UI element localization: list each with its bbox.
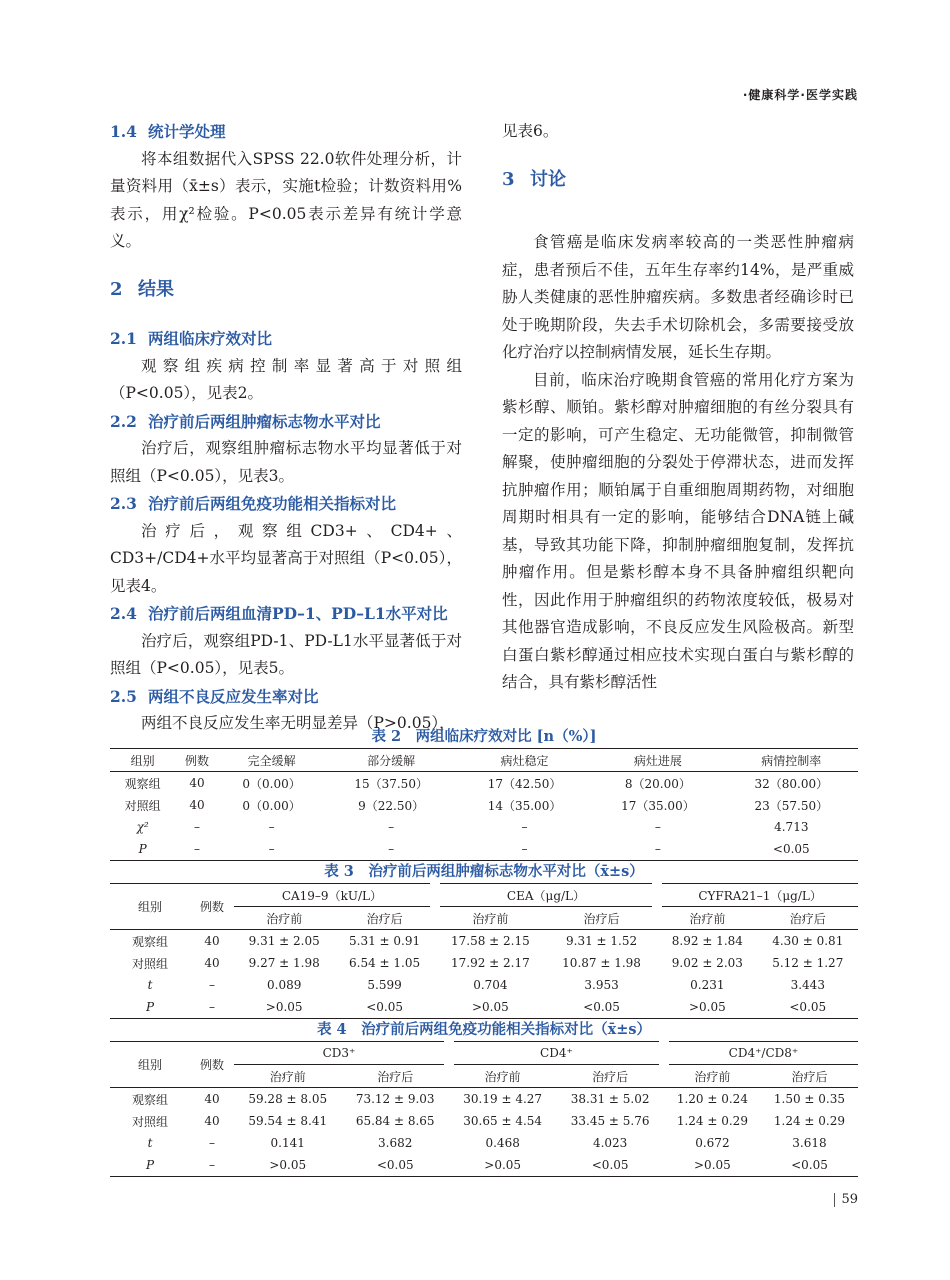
paragraph: 观察组疾病控制率显著高于对照组（P<0.05），见表2。	[110, 356, 462, 402]
table-cell: 0.468	[485, 1136, 520, 1150]
table-cell: 3.682	[378, 1136, 413, 1150]
column-header: 例数	[175, 749, 219, 772]
column-header: 例数	[190, 1042, 234, 1088]
table-cell: 9.27 ± 1.98	[248, 956, 320, 970]
table-cell: 8（20.00）	[624, 776, 691, 791]
column-header: 组别	[110, 884, 190, 930]
tables-area	[110, 726, 858, 1177]
paragraph: 见表6。	[502, 122, 559, 140]
right-column	[502, 118, 854, 697]
table-cell: –	[654, 842, 661, 856]
table-cell: 40	[189, 776, 205, 790]
table-cell: 40	[204, 934, 220, 948]
table-cell: –	[388, 820, 395, 834]
table-cell: 30.65 ± 4.54	[463, 1114, 543, 1128]
table-cell: 10.87 ± 1.98	[562, 956, 641, 970]
table-4	[110, 1041, 858, 1177]
table-cell: <0.05	[789, 1000, 827, 1014]
table-cell: 8.92 ± 1.84	[671, 934, 743, 948]
table-cell: 38.31 ± 5.02	[570, 1092, 650, 1106]
table-cell: >0.05	[269, 1158, 307, 1172]
table-cell: –	[193, 842, 200, 856]
table-caption: 表 2 两组临床疗效对比 [n（%）]	[371, 728, 597, 745]
table-cell: <0.05	[376, 1158, 414, 1172]
table-cell: 6.54 ± 1.05	[349, 956, 421, 970]
table-cell: <0.05	[791, 1158, 828, 1172]
table-cell: 40	[204, 956, 220, 970]
table-cell: –	[268, 842, 275, 856]
table-cell: 3.443	[790, 978, 825, 992]
table-cell: 9（22.50）	[358, 798, 425, 813]
table-cell: >0.05	[265, 1000, 303, 1014]
table-cell: 0（0.00）	[242, 798, 301, 813]
table-cell: –	[209, 1158, 215, 1172]
table-cell: 40	[189, 798, 205, 812]
table-row	[110, 794, 858, 816]
table-row	[110, 816, 858, 838]
column-header: 组别	[110, 1042, 190, 1088]
journal-section-tag: ·健康科学·医学实践	[742, 88, 858, 102]
table-cell: 3.618	[792, 1136, 827, 1150]
table-row	[110, 952, 858, 974]
table-cell: χ²	[136, 820, 149, 834]
table-cell: 9.31 ± 1.52	[566, 934, 638, 948]
left-column	[110, 118, 462, 738]
table-cell: 14（35.00）	[487, 798, 562, 813]
column-group-header: CYFRA21–1（μg/L）	[657, 884, 858, 907]
table-cell: >0.05	[484, 1158, 522, 1172]
table-row	[110, 996, 858, 1019]
table-cell: P	[138, 842, 147, 856]
section-heading: 2 结果	[110, 278, 174, 300]
table-cell: <0.05	[591, 1158, 629, 1172]
column-header: 治疗前	[234, 907, 334, 930]
section-heading: 2.2 治疗前后两组肿瘤标志物水平对比	[110, 411, 381, 431]
table-cell: 15（37.50）	[354, 776, 428, 791]
column-header: 治疗后	[758, 907, 858, 930]
column-header: 治疗前	[664, 1065, 761, 1088]
table-cell: 17（35.00）	[621, 798, 695, 813]
table-cell: 17（42.50）	[487, 776, 562, 791]
table-cell: >0.05	[471, 1000, 509, 1014]
table-row	[110, 974, 858, 996]
column-header: 治疗后	[546, 907, 657, 930]
table-cell: –	[268, 820, 275, 834]
column-header: 治疗前	[449, 1065, 556, 1088]
table-cell: 观察组	[124, 776, 161, 791]
table-cell: <0.05	[583, 1000, 620, 1014]
table-caption: 表 4 治疗前后两组免疫功能相关指标对比（x̄±s）	[316, 1021, 652, 1038]
column-group-header: CD4⁺	[449, 1042, 664, 1065]
section-heading: 2.5 两组不良反应发生率对比	[110, 686, 319, 706]
table-3	[110, 883, 858, 1019]
table-row	[110, 838, 858, 861]
table-cell: 0（0.00）	[242, 776, 301, 791]
table-cell: –	[209, 1000, 215, 1014]
table-cell: 5.599	[367, 978, 402, 992]
paragraph: 目前，临床治疗晚期食管癌的常用化疗方案为紫杉醇、顺铂。紫杉醇对肿瘤细胞的有丝分裂具有一定的影响，可产生稳定、无功能微管，抑制微管解聚，使肿瘤细胞的分裂处于停滞状态，进而发挥抗肿瘤作用；顺铂属于自重细胞周期药物，对细胞周期时相具有一定的影响，能够结合DNA链上碱基，导致其功能下降，抑制肿瘤细胞复制，发挥抗肿瘤作用。但是紫杉醇本身不具备肿瘤组织靶向性，因此作用于肿瘤组织的药物浓度较低，极易对其他器官造成影响，不良反应发生风险极高。新型白蛋白紫杉醇通过相应技术实现白蛋白与紫杉醇的结合，具有紫杉醇活性	[502, 370, 854, 691]
table-cell: 5.12 ± 1.27	[772, 956, 844, 970]
column-header: 治疗后	[556, 1065, 663, 1088]
table-cell: 0.141	[270, 1136, 305, 1150]
table-cell: <0.05	[772, 842, 810, 856]
table-cell: 0.089	[267, 978, 302, 992]
paragraph: 治疗后，观察组CD3+、CD4+、CD3+/CD4+水平均显著高于对照组（P<0.05），见表4。	[110, 521, 462, 595]
table-cell: 对照组	[131, 1114, 168, 1129]
paragraph: 治疗后，观察组肿瘤标志物水平均显著低于对照组（P<0.05），见表3。	[110, 439, 462, 485]
column-header: 病情控制率	[725, 749, 858, 772]
column-group-header: CEA（μg/L）	[435, 884, 657, 907]
column-header: 组别	[110, 749, 175, 772]
table-cell: 0.672	[695, 1136, 730, 1150]
table-cell: t	[147, 1136, 153, 1150]
column-header: 治疗前	[234, 1065, 341, 1088]
column-header: 治疗后	[334, 907, 434, 930]
table-row	[110, 1110, 858, 1132]
table-cell: 17.58 ± 2.15	[450, 934, 530, 948]
section-heading: 2.4 治疗前后两组血清PD–1、PD–L1水平对比	[110, 604, 448, 623]
table-cell: <0.05	[366, 1000, 403, 1014]
table-row	[110, 1132, 858, 1154]
section-heading: 2.1 两组临床疗效对比	[110, 329, 273, 348]
paragraph: 食管癌是临床发病率较高的一类恶性肿瘤病症，患者预后不佳，五年生存率约14%，是严重威胁人类健康的恶性肿瘤疾病。多数患者经确诊时已处于晚期阶段，失去手术切除机会，多需要接受放化疗治疗以控制病情发展，延长生存期。	[502, 233, 854, 361]
table-cell: 40	[204, 1092, 220, 1106]
paragraph: 将本组数据代入SPSS 22.0软件处理分析，计量资料用（x̄±s）表示，实施t检验；计数资料用%表示，用χ²检验。P<0.05表示差异有统计学意义。	[110, 149, 462, 250]
table-cell: 观察组	[131, 1092, 168, 1107]
table-cell: –	[209, 978, 215, 992]
table-row	[110, 772, 858, 795]
column-header: 治疗前	[435, 907, 546, 930]
table-cell: 1.24 ± 0.29	[773, 1114, 846, 1128]
table-cell: 1.50 ± 0.35	[773, 1092, 846, 1106]
table-cell: –	[521, 842, 528, 856]
column-header: 部分缓解	[324, 749, 457, 772]
table-cell: 4.713	[774, 820, 809, 834]
table-cell: 对照组	[131, 956, 168, 971]
table-cell: 1.24 ± 0.29	[676, 1114, 748, 1128]
table-cell: 30.19 ± 4.27	[463, 1092, 543, 1106]
table-cell: –	[388, 842, 395, 856]
table-cell: 59.28 ± 8.05	[248, 1092, 328, 1106]
table-cell: 40	[204, 1114, 220, 1128]
table-cell: –	[209, 1136, 215, 1150]
table-cell: P	[145, 1000, 155, 1014]
table-cell: 32（80.00）	[754, 776, 829, 791]
table-row	[110, 1088, 858, 1111]
column-header: 病灶进展	[591, 749, 724, 772]
column-header: 治疗后	[761, 1065, 858, 1088]
table-cell: 9.02 ± 2.03	[671, 956, 743, 970]
table-cell: 1.20 ± 0.24	[676, 1092, 748, 1106]
section-heading: 3 讨论	[502, 168, 566, 190]
table-cell: 5.31 ± 0.91	[349, 934, 421, 948]
page-number: 59	[834, 1192, 858, 1207]
table-cell: >0.05	[694, 1158, 731, 1172]
table-cell: 对照组	[124, 798, 161, 813]
column-group-header: CA19–9（kU/L）	[234, 884, 435, 907]
column-group-header: CD3⁺	[234, 1042, 449, 1065]
table-2	[110, 748, 858, 861]
table-cell: 0.704	[473, 978, 508, 992]
column-header: 例数	[190, 884, 234, 930]
table-cell: t	[147, 978, 153, 992]
column-header: 完全缓解	[219, 749, 325, 772]
section-heading: 2.3 治疗前后两组免疫功能相关指标对比	[110, 494, 397, 513]
column-header: 治疗前	[657, 907, 757, 930]
table-cell: –	[521, 820, 528, 834]
table-cell: 4.023	[592, 1136, 628, 1150]
section-heading: 1.4 统计学处理	[110, 122, 226, 141]
table-row	[110, 1154, 858, 1177]
table-cell: 17.92 ± 2.17	[450, 956, 530, 970]
column-group-header: CD4⁺/CD8⁺	[664, 1042, 858, 1065]
table-cell: 73.12 ± 9.03	[355, 1092, 435, 1106]
table-cell: 观察组	[131, 934, 168, 949]
table-cell: 33.45 ± 5.76	[570, 1114, 650, 1128]
table-cell: 4.30 ± 0.81	[772, 934, 844, 948]
paragraph: 治疗后，观察组PD-1、PD-L1水平显著低于对照组（P<0.05），见表5。	[110, 631, 462, 677]
table-caption: 表 3 治疗前后两组肿瘤标志物水平对比（x̄±s）	[324, 863, 644, 880]
column-header: 病灶稳定	[458, 749, 591, 772]
table-cell: 59.54 ± 8.41	[248, 1114, 328, 1128]
table-cell: >0.05	[688, 1000, 726, 1014]
paragraph: 两组不良反应发生率无明显差异（P>0.05），	[141, 714, 455, 732]
table-cell: 0.231	[690, 978, 725, 992]
column-header: 治疗后	[341, 1065, 448, 1088]
table-cell: –	[654, 820, 661, 834]
table-cell: 65.84 ± 8.65	[355, 1114, 435, 1128]
table-cell: 3.953	[584, 978, 619, 992]
table-cell: P	[145, 1158, 155, 1172]
table-cell: –	[193, 820, 200, 834]
table-cell: 9.31 ± 2.05	[248, 934, 320, 948]
table-row	[110, 930, 858, 953]
table-cell: 23（57.50）	[754, 798, 829, 813]
